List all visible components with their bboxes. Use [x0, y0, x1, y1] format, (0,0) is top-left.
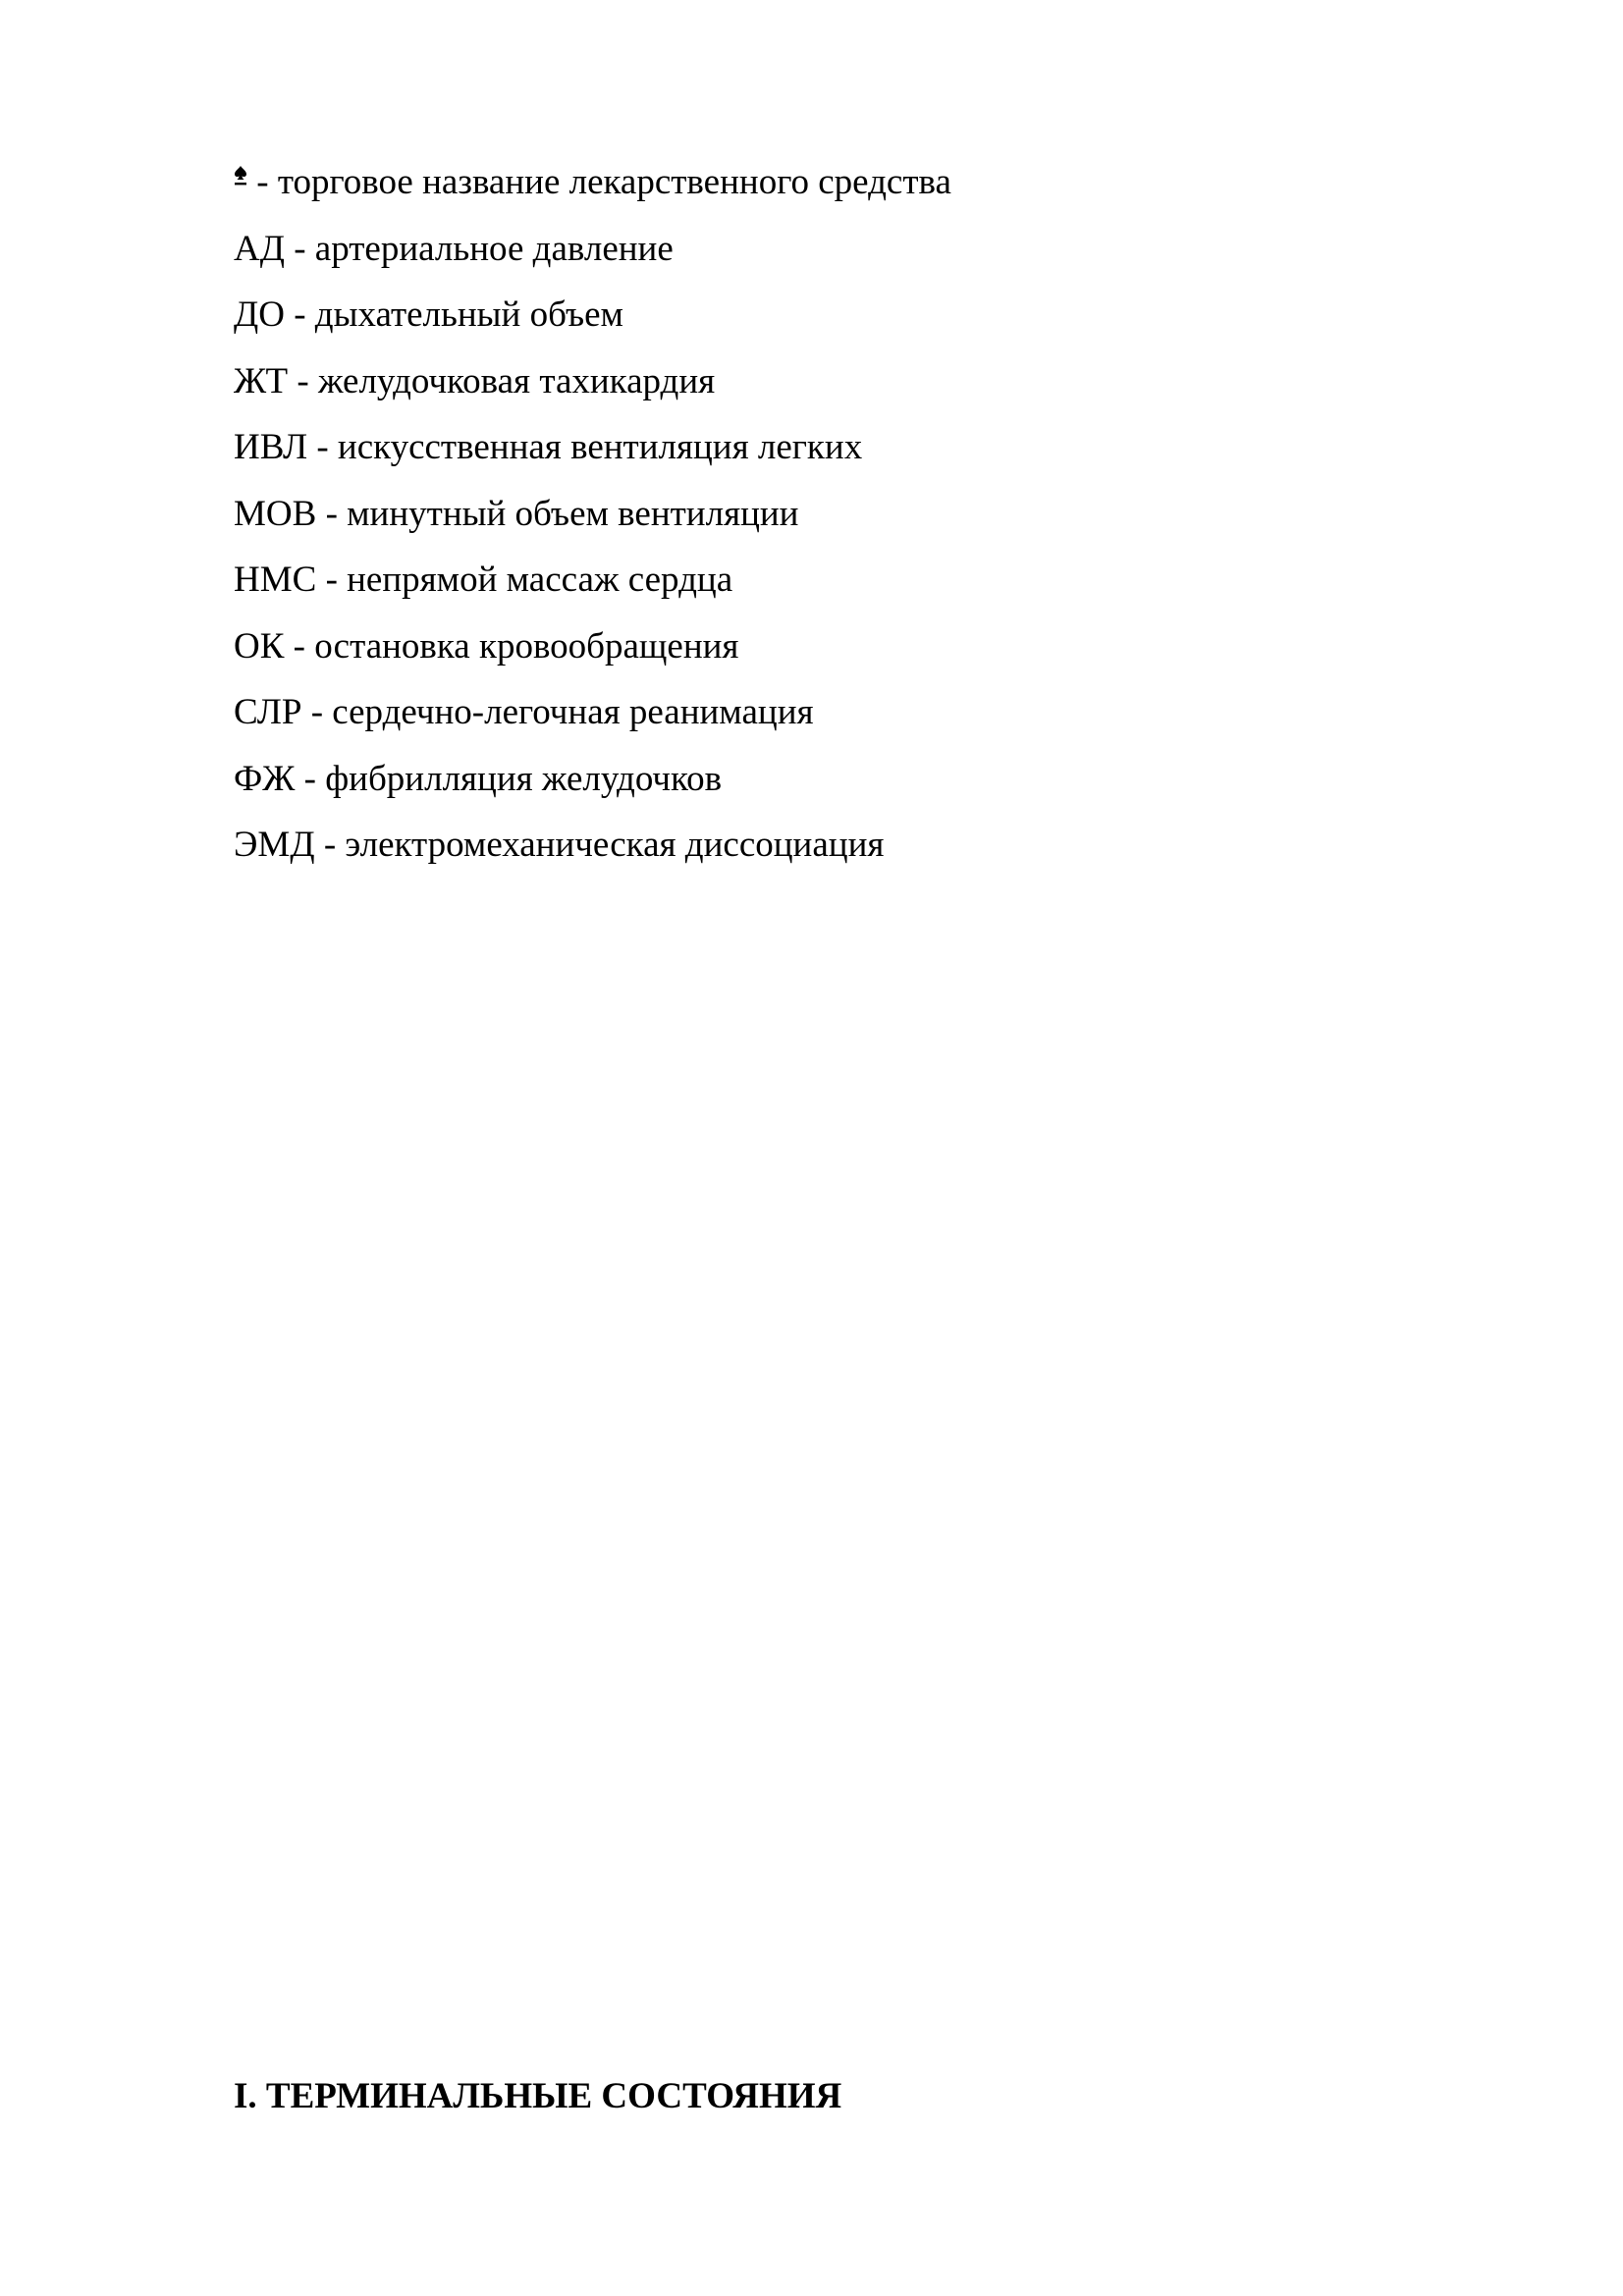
abbreviation-definition: - искусственная вентиляция легких [307, 427, 863, 467]
abbreviation-term: СЛР [234, 692, 302, 732]
abbreviation-list [234, 149, 951, 879]
abbreviation-item [234, 481, 951, 548]
abbreviation-definition: - минутный объем вентиляции [316, 493, 799, 534]
abbreviation-definition: - остановка кровообращения [284, 625, 739, 667]
section-heading: I. ТЕРМИНАЛЬНЫЕ СОСТОЯНИЯ [234, 2076, 842, 2116]
abbreviation-term: ФЖ [234, 758, 296, 799]
abbreviation-item [234, 679, 951, 746]
abbreviation-term: ЭМД [234, 825, 315, 865]
abbreviation-item-trade-name [234, 149, 951, 216]
abbreviation-item [234, 216, 951, 283]
abbreviation-item [234, 414, 951, 481]
abbreviation-item [234, 282, 951, 348]
abbreviation-definition: - электромеханическая диссоциация [314, 825, 885, 865]
abbreviation-item [234, 812, 951, 879]
abbreviation-definition: - дыхательный объем [284, 294, 623, 335]
abbreviation-definition: - желудочковая тахикардия [288, 360, 716, 401]
abbreviation-definition: - торговое название лекарственного средства [247, 162, 951, 202]
abbreviation-definition: - фибрилляция желудочков [295, 758, 723, 799]
abbreviation-term: МОВ [234, 493, 317, 534]
abbreviation-term: ДО [234, 294, 285, 335]
abbreviation-term: АД [234, 228, 285, 269]
abbreviation-item [234, 614, 951, 680]
trade-name-mark-icon [234, 163, 247, 190]
abbreviation-item [234, 746, 951, 813]
abbreviation-definition: - сердечно-легочная реанимация [301, 692, 814, 732]
abbreviation-term: ОК [234, 625, 285, 667]
abbreviation-term: ЖТ [234, 360, 289, 401]
abbreviation-item [234, 547, 951, 614]
abbreviation-item [234, 348, 951, 415]
abbreviation-term: ИВЛ [234, 427, 308, 467]
abbreviation-definition: - непрямой массаж сердца [316, 560, 733, 600]
abbreviation-term: НМС [234, 560, 317, 600]
abbreviation-definition: - артериальное давление [284, 228, 674, 269]
